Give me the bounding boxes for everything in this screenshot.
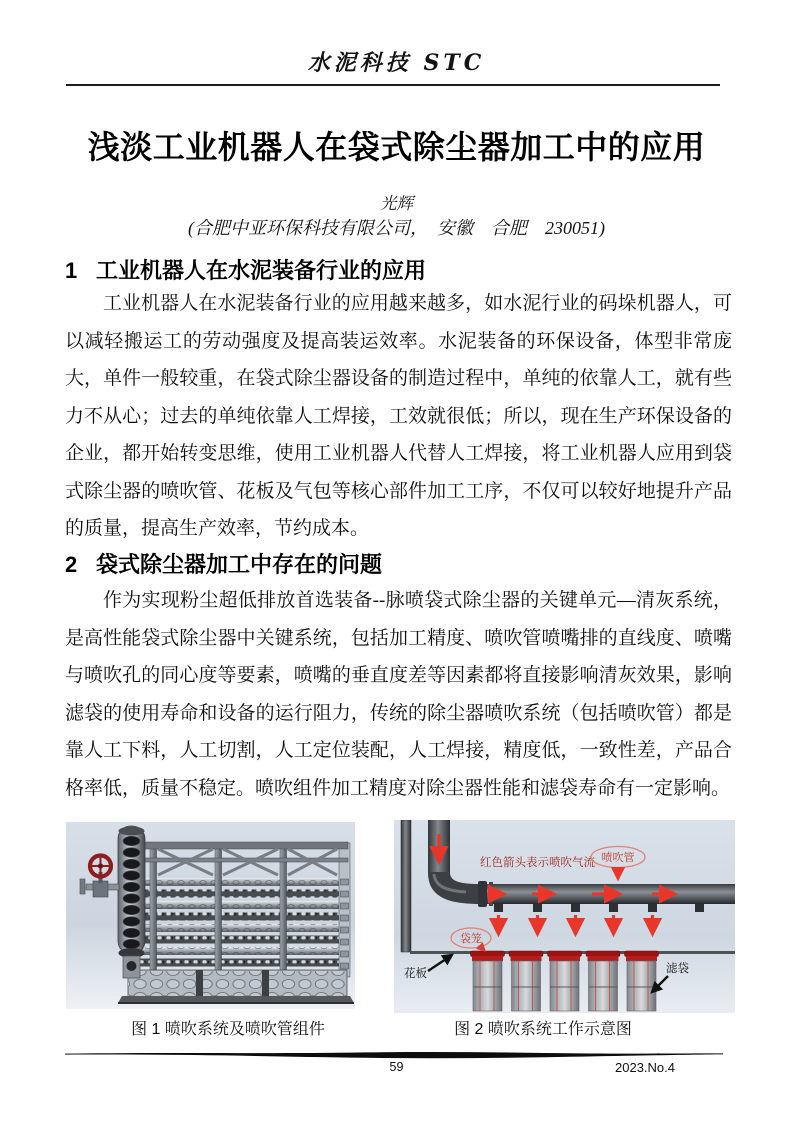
figure-2-svg <box>394 820 735 1013</box>
blowpipe-label-text: 喷吹管 <box>601 852 635 864</box>
airflow-note-label: 红色箭头表示喷吹气流 <box>480 857 595 869</box>
paper-title: 浅淡工业机器人在袋式除尘器加工中的应用 <box>87 129 706 165</box>
bottom-panel <box>118 970 354 1004</box>
filter-bags <box>471 951 659 1011</box>
air-tank <box>118 826 145 978</box>
section-2-title: 袋式除尘器加工中存在的问题 <box>96 552 383 577</box>
filter-bag-label-text: 滤袋 <box>666 963 689 975</box>
section-2-heading <box>65 548 382 579</box>
figure-1-svg <box>66 822 355 1009</box>
author-name: 光辉 <box>380 194 413 213</box>
section-1-heading <box>65 254 426 285</box>
header-rule <box>66 84 720 86</box>
tube-sheet-label-text: 花板 <box>404 968 427 980</box>
figure-2-working-diagram-image <box>394 820 735 1013</box>
footer-rule <box>65 1049 723 1060</box>
issue-number: 2023.No.4 <box>615 1060 675 1075</box>
section-2-paragraph: 作为实现粉尘超低排放首选装备--脉喷袋式除尘器的关键单元—清灰系统，是高性能袋式除尘器中关键系统，包括加工精度、喷吹管喷嘴排的直线度、喷嘴与喷吹孔的同心度等要素，喷嘴的垂直度差等因素都将直接影响清灰效果，影响滤袋的使用寿命和设备的运行阻力，传统的除尘器喷吹系统（包括喷吹管）都是靠人工下料，人工切割，人工定位装配，人工焊接，精度低，一致性差，产品合格率低，质量不稳定。喷吹组件加工精度对除尘器性能和滤袋寿命有一定影响。 <box>65 590 732 799</box>
section-1-title: 工业机器人在水泥装备行业的应用 <box>96 258 427 283</box>
journal-header: 水泥科技 STC <box>307 50 486 76</box>
page-number: 59 <box>389 1060 404 1074</box>
section-1-paragraph: 工业机器人在水泥装备行业的应用越来越多，如水泥行业的码垛机器人，可以减轻搬运工的劳动强度及提高装运效率。水泥装备的环保设备，体型非常庞大，单件一般较重，在袋式除尘器设备的制造过程中，单纯的依靠人工，就有些力不从心；过去的单纯依靠人工焊接，工效就很低；所以，现在生产环保设备的企业，都开始转变思维，使用工业机器人代替人工焊接，将工业机器人应用到袋式除尘器的喷吹管、花板及气包等核心部件加工工序，不仅可以较好地提升产品的质量，提高生产效率，节约成本。 <box>65 293 732 539</box>
bag-cage-label-text: 袋笼 <box>460 933 482 945</box>
section-1-number: 1 <box>65 258 78 283</box>
author-affiliation: (合肥中亚环保科技有限公司， 安徽 合肥 230051) <box>188 218 605 238</box>
figure-1-caption: 图 1 喷吹系统及喷吹管组件 <box>131 1021 325 1038</box>
figure-2-caption: 图 2 喷吹系统工作示意图 <box>454 1021 632 1038</box>
section-2-number: 2 <box>65 552 78 577</box>
figure-1-blowing-system-image <box>66 822 355 1009</box>
